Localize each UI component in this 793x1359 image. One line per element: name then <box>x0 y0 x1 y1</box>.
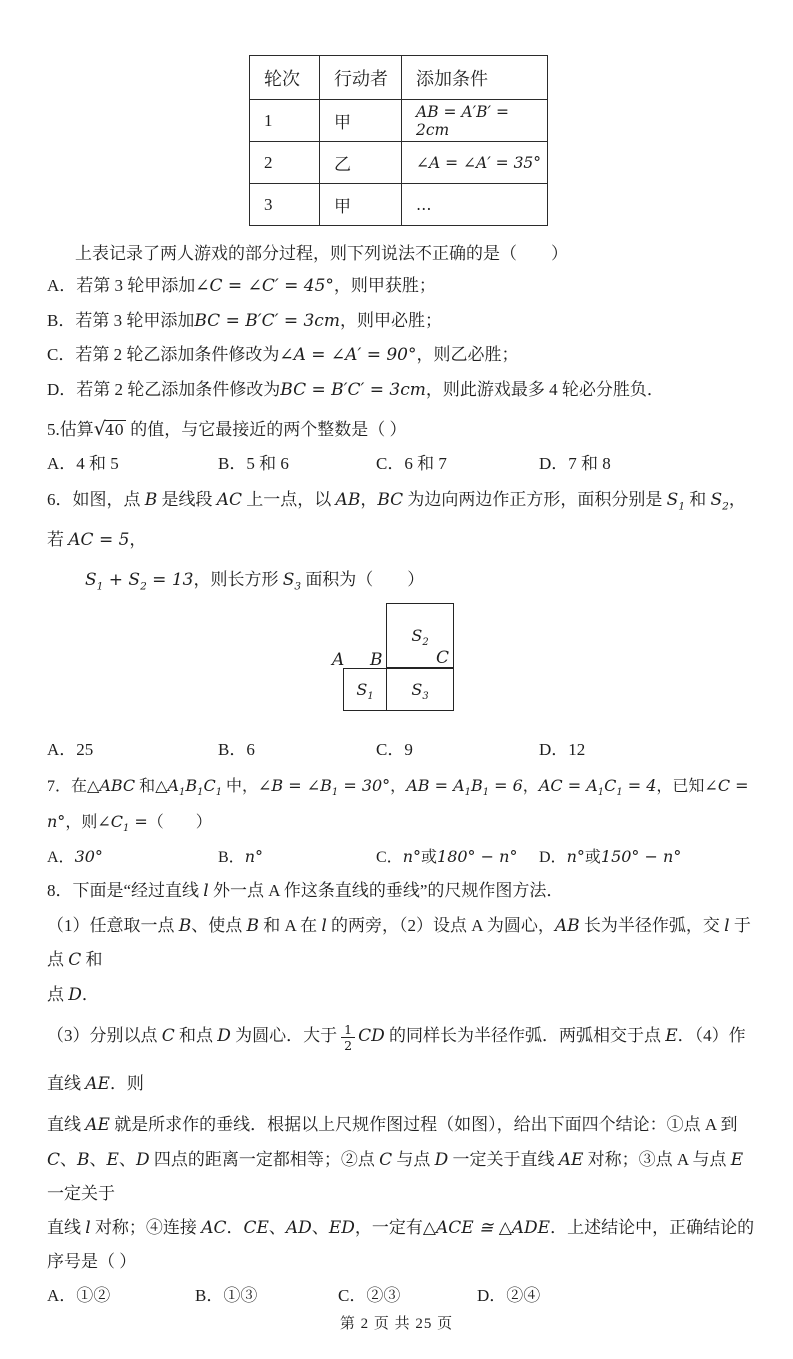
q8-option-d: D．②④ <box>477 1285 541 1305</box>
q8-options <box>47 1279 756 1312</box>
q4-intro: 上表记录了两人游戏的部分过程，则下列说法不正确的是（ ） <box>75 244 568 263</box>
q6-stem-line1: 6．如图，点 B 是线段 AC 上一点，以 AB，BC 为边向两边作正方形，面积分别是 $S_1$ 和 $S_2$，若 AC = 5， <box>47 490 746 550</box>
round-cell: 1 <box>250 100 320 142</box>
table-header-row <box>250 56 548 100</box>
q5-option-d: D．7 和 8 <box>539 454 611 473</box>
page-footer: 第 2 页 共 25 页 <box>339 1315 454 1332</box>
q8-stem-line7: 直线 l 对称；④连接 AC．CE、AD、ED，一定有△ACE ≅ △ADE．上述结论中，正确结论的序号是（ ） <box>47 1217 755 1271</box>
actor-cell: 甲 <box>320 184 402 226</box>
q5-option-a: A．4 和 5 <box>47 454 119 473</box>
label-s3: $S_3$ <box>411 679 429 702</box>
table-row <box>250 184 548 226</box>
q5-option-b: B．5 和 6 <box>218 454 289 473</box>
q6-stem-line2: $S_1 + S_2 = 13$，则长方形 $S_3$ 面积为（ ） <box>85 570 425 593</box>
q7-stem: 7．在△ABC 和$\triangle A_1B_1C_1$ 中，∠B = $\angle B_1 = 30^\circ$，AB = $A_1B_1 = 6$，AC = $A_1C_1 = 4$，已知∠C = n°，则$\angle C_1$ =（ ） <box>47 776 749 835</box>
round-cell: 3 <box>250 184 320 226</box>
q8-stem-line4: （3）分别以点 C 和点 D 为圆心．大于 $\frac{1}{2}$ CD 的同样长为半径作弧．两弧相交于点 E．（4）作直线 AE．则 <box>47 1021 746 1094</box>
actor-cell: 甲 <box>320 100 402 142</box>
square-s1 <box>343 668 387 711</box>
q8-option-b: B．①③ <box>195 1285 258 1305</box>
squares-diagram <box>332 603 456 712</box>
actor-cell: 乙 <box>320 142 402 184</box>
table-header-condition: 添加条件 <box>402 56 548 100</box>
round-cell: 2 <box>250 142 320 184</box>
q4-option-d: D．若第 2 轮乙添加条件修改为BC = B′C′ = 3cm，则此游戏最多 4 轮必分胜负． <box>47 379 664 400</box>
q8-option-a: A．①② <box>47 1285 111 1305</box>
conditions-table <box>249 55 548 226</box>
condition-cell: ∠A = ∠A′ = 35° <box>402 142 548 184</box>
q7-option-c: C．n°或180° − n° <box>376 847 518 866</box>
q8-stem-line1: 8．下面是“经过直线 l 外一点 A 作这条直线的垂线”的尺规作图方法． <box>47 881 564 901</box>
q8-stem-line5: 直线 AE 就是所求作的垂线．根据以上尺规作图过程（如图），给出下面四个结论：①点 A 到 <box>47 1115 738 1135</box>
condition-cell: … <box>402 184 548 226</box>
q4-option-b: B．若第 3 轮甲添加BC = B′C′ = 3cm，则甲必胜； <box>47 310 442 331</box>
q8-stem-line2: （1）任意取一点 B、使点 B 和 A 在 l 的两旁，（2）设点 A 为圆心，AB 长为半径作弧，交 l 于点 C 和 <box>47 915 751 970</box>
point-label-a: A <box>332 650 345 670</box>
q6-option-a: A．25 <box>47 740 94 759</box>
q7-options <box>47 840 756 874</box>
q8-stem-line6: C、B、E、D 四点的距离一定都相等；②点 C 与点 D 一定关于直线 AE 对称；③点 A 与点 E 一定关于 <box>47 1149 744 1203</box>
point-label-b: B <box>370 650 383 670</box>
q7-option-b: B．n° <box>218 847 263 866</box>
rectangle-s3 <box>386 668 454 711</box>
q8-stem-line3: 点 D． <box>47 984 99 1005</box>
q7-option-d: D．n°或150° − n° <box>539 847 682 866</box>
table-header-actor: 行动者 <box>320 56 402 100</box>
point-label-c: C <box>436 648 450 668</box>
label-s2: $S_2$ <box>411 625 429 648</box>
q5-stem: 5.估算√40 的值，与它最接近的两个整数是（ ） <box>47 418 407 440</box>
label-s1: $S_1$ <box>356 679 374 702</box>
q4-option-c: C．若第 2 轮乙添加条件修改为∠A = ∠A′ = 90°，则乙必胜； <box>47 345 519 365</box>
table-row <box>250 142 548 184</box>
q6-figure <box>47 603 756 715</box>
table-row <box>250 100 548 142</box>
q6-option-d: D．12 <box>539 740 586 759</box>
q7-option-a: A．30° <box>47 847 103 866</box>
q8-option-c: C．②③ <box>338 1285 401 1305</box>
condition-cell: AB = A′B′ = 2cm <box>402 100 548 142</box>
q6-option-c: C．9 <box>376 740 413 759</box>
q6-options <box>47 733 756 766</box>
table-header-round: 轮次 <box>250 56 320 100</box>
q4-option-a: A．若第 3 轮甲添加∠C = ∠C′ = 45°，则甲获胜； <box>47 276 436 296</box>
q6-option-b: B．6 <box>218 740 255 759</box>
q5-options <box>47 447 756 480</box>
q5-option-c: C．6 和 7 <box>376 454 447 473</box>
